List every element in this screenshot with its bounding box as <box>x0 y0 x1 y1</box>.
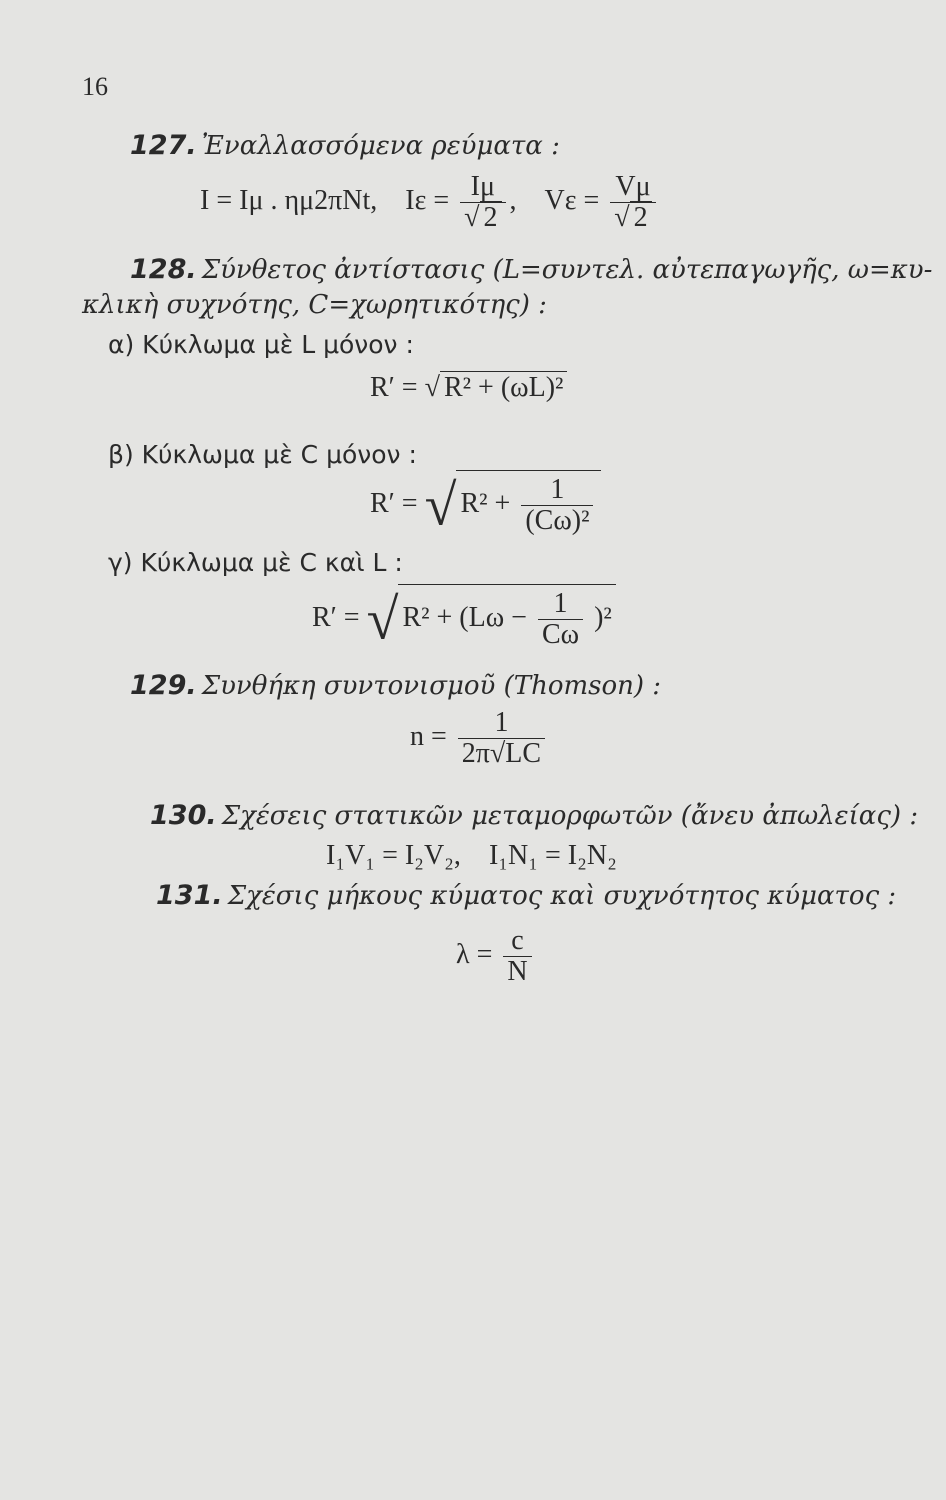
formula-ie-lhs: Iε = <box>405 184 450 216</box>
section-title-line2: κλικὴ συχνότης, C=χωρητικότης) : <box>82 290 547 320</box>
section-129-heading <box>130 670 661 701</box>
formula-ve-lhs: Vε = <box>544 184 600 216</box>
section-128-heading <box>130 254 932 285</box>
denominator: (Cω)² <box>525 505 590 536</box>
numerator: 1 <box>538 589 583 620</box>
section-title: Συνθήκη συντονισμοῦ (Thomson) : <box>201 671 662 701</box>
radicand: R² + (ωL)² <box>440 371 567 403</box>
fraction <box>458 708 545 769</box>
closing-paren: )² <box>594 601 612 633</box>
section-131-heading <box>156 880 896 911</box>
section-130-heading <box>150 800 918 831</box>
formula-ie-fraction <box>460 172 505 233</box>
formula-lhs: R′ = <box>370 372 418 403</box>
formula-case-b: R′ = √ R² + $\frac{1}{\text{(Cω)²}}$ <box>370 470 601 536</box>
radicand-term: R² + <box>460 487 511 519</box>
denominator: √ 2 <box>610 203 655 233</box>
denominator: √ 2 <box>460 203 505 233</box>
fraction <box>538 589 583 650</box>
page-number: 16 <box>82 72 108 101</box>
formula-ve-fraction <box>610 172 655 233</box>
numerator: 1 <box>521 475 593 506</box>
case-c-label: γ) Κύκλωμα μὲ C καὶ L : <box>108 548 403 577</box>
formula-lhs: λ = <box>456 938 493 970</box>
formula-voltage: I₁V₁ = I₂V₂, <box>326 840 461 871</box>
case-b-label: β) Κύκλωμα μὲ C μόνον : <box>108 440 417 469</box>
formula-130 <box>326 840 617 872</box>
section-number: 130. <box>150 800 217 831</box>
section-title: Σχέσεις στατικῶν μεταμορφωτῶν (ἄνευ ἀπωλείας) : <box>221 801 919 831</box>
section-title-line1: Σύνθετος ἀντίστασις (L=συντελ. αὐτεπαγωγῆς, ω=κυ- <box>201 255 933 285</box>
formula-129 <box>410 708 549 769</box>
section-number: 129. <box>130 670 197 701</box>
case-a-label: α) Κύκλωμα μὲ L μόνον : <box>108 330 414 359</box>
fraction <box>503 926 531 987</box>
fraction <box>521 475 593 536</box>
formula-turns: I₁N₁ = I₂N₂ <box>488 840 617 871</box>
denominator: N <box>507 956 528 987</box>
formula-lhs: R′ = <box>312 601 360 633</box>
radicand-term: R² + (Lω − <box>402 601 527 633</box>
numerator: 1 <box>458 708 545 739</box>
section-number: 128. <box>130 254 197 285</box>
section-number: 131. <box>156 880 223 911</box>
denominator: Cω <box>541 619 580 650</box>
formula-current: I = Iμ . ημ2πNt, <box>200 184 378 216</box>
formula-127: I = Iμ . ημ2πNt, Iε = $\frac{I\mu}{√ 2}$ , Vε = $\frac{V\mu}{√ 2}$ <box>200 172 660 233</box>
formula-case-a: R′ = √ R² + (ωL)² <box>370 372 567 404</box>
denominator: 2π√LC <box>461 738 542 769</box>
formula-lhs: n = <box>410 720 447 752</box>
formula-lhs: R′ = <box>370 487 418 519</box>
numerator: Vμ <box>610 172 655 203</box>
numerator: c <box>503 926 531 957</box>
section-127-heading <box>130 130 560 161</box>
formula-case-c: R′ = √ R² + (Lω − $\frac{1}{C\omega}$ )² <box>312 584 616 650</box>
section-title: Σχέσις μήκους κύματος καὶ συχνότητος κύματος : <box>227 881 897 911</box>
numerator: Iμ <box>460 172 505 203</box>
formula-131 <box>456 926 536 987</box>
section-number: 127. <box>130 130 197 161</box>
section-title: Ἐναλλασσόμενα ρεύματα : <box>201 131 560 161</box>
